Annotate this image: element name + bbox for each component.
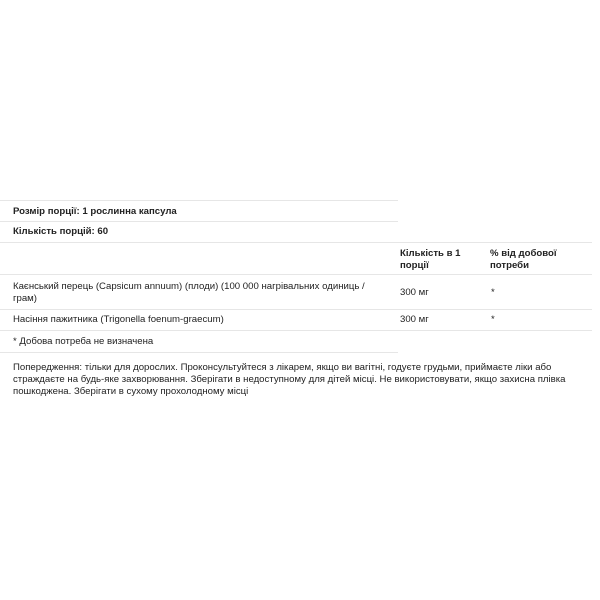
ingredient-amount: 300 мг [400,287,429,298]
ingredient-name: Каєнський перець (Capsicum annuum) (плоди) (100 000 нагрівальних одиниць / грам) [13,281,365,304]
amount-column-header: Кількість в 1 порції [400,248,461,271]
divider-row2 [0,309,592,310]
divider-footnote [0,330,592,331]
divider-header [0,242,592,243]
divider-row1 [0,274,592,275]
ingredient-name: Насіння пажитника (Trigonella foenum-graecum) [13,314,224,325]
servings-count: Кількість порцій: 60 [13,226,109,237]
divider-top [0,200,398,201]
ingredient-dv: * [491,287,495,298]
divider-bottom [0,352,398,353]
daily-value-footnote: * Добова потреба не визначена [13,336,154,347]
ingredient-dv: * [491,314,495,325]
ingredient-amount: 300 мг [400,314,429,325]
dv-column-header: % від добової потреби [490,248,557,271]
divider-serving [0,221,398,222]
serving-size: Розмір порції: 1 рослинна капсула [13,206,177,217]
warning-text: Попередження: тільки для дорослих. Проконсультуйтеся з лікарем, якщо ви вагітні, годуєте грудьми, приймаєте ліки або страждаєте на будь-яке захворювання. Зберігати в недоступному для дітей місці. Не використовувати, якщо захисна плівка пошкоджена. Зберігати в сухому прохолодному місці [13,362,566,397]
